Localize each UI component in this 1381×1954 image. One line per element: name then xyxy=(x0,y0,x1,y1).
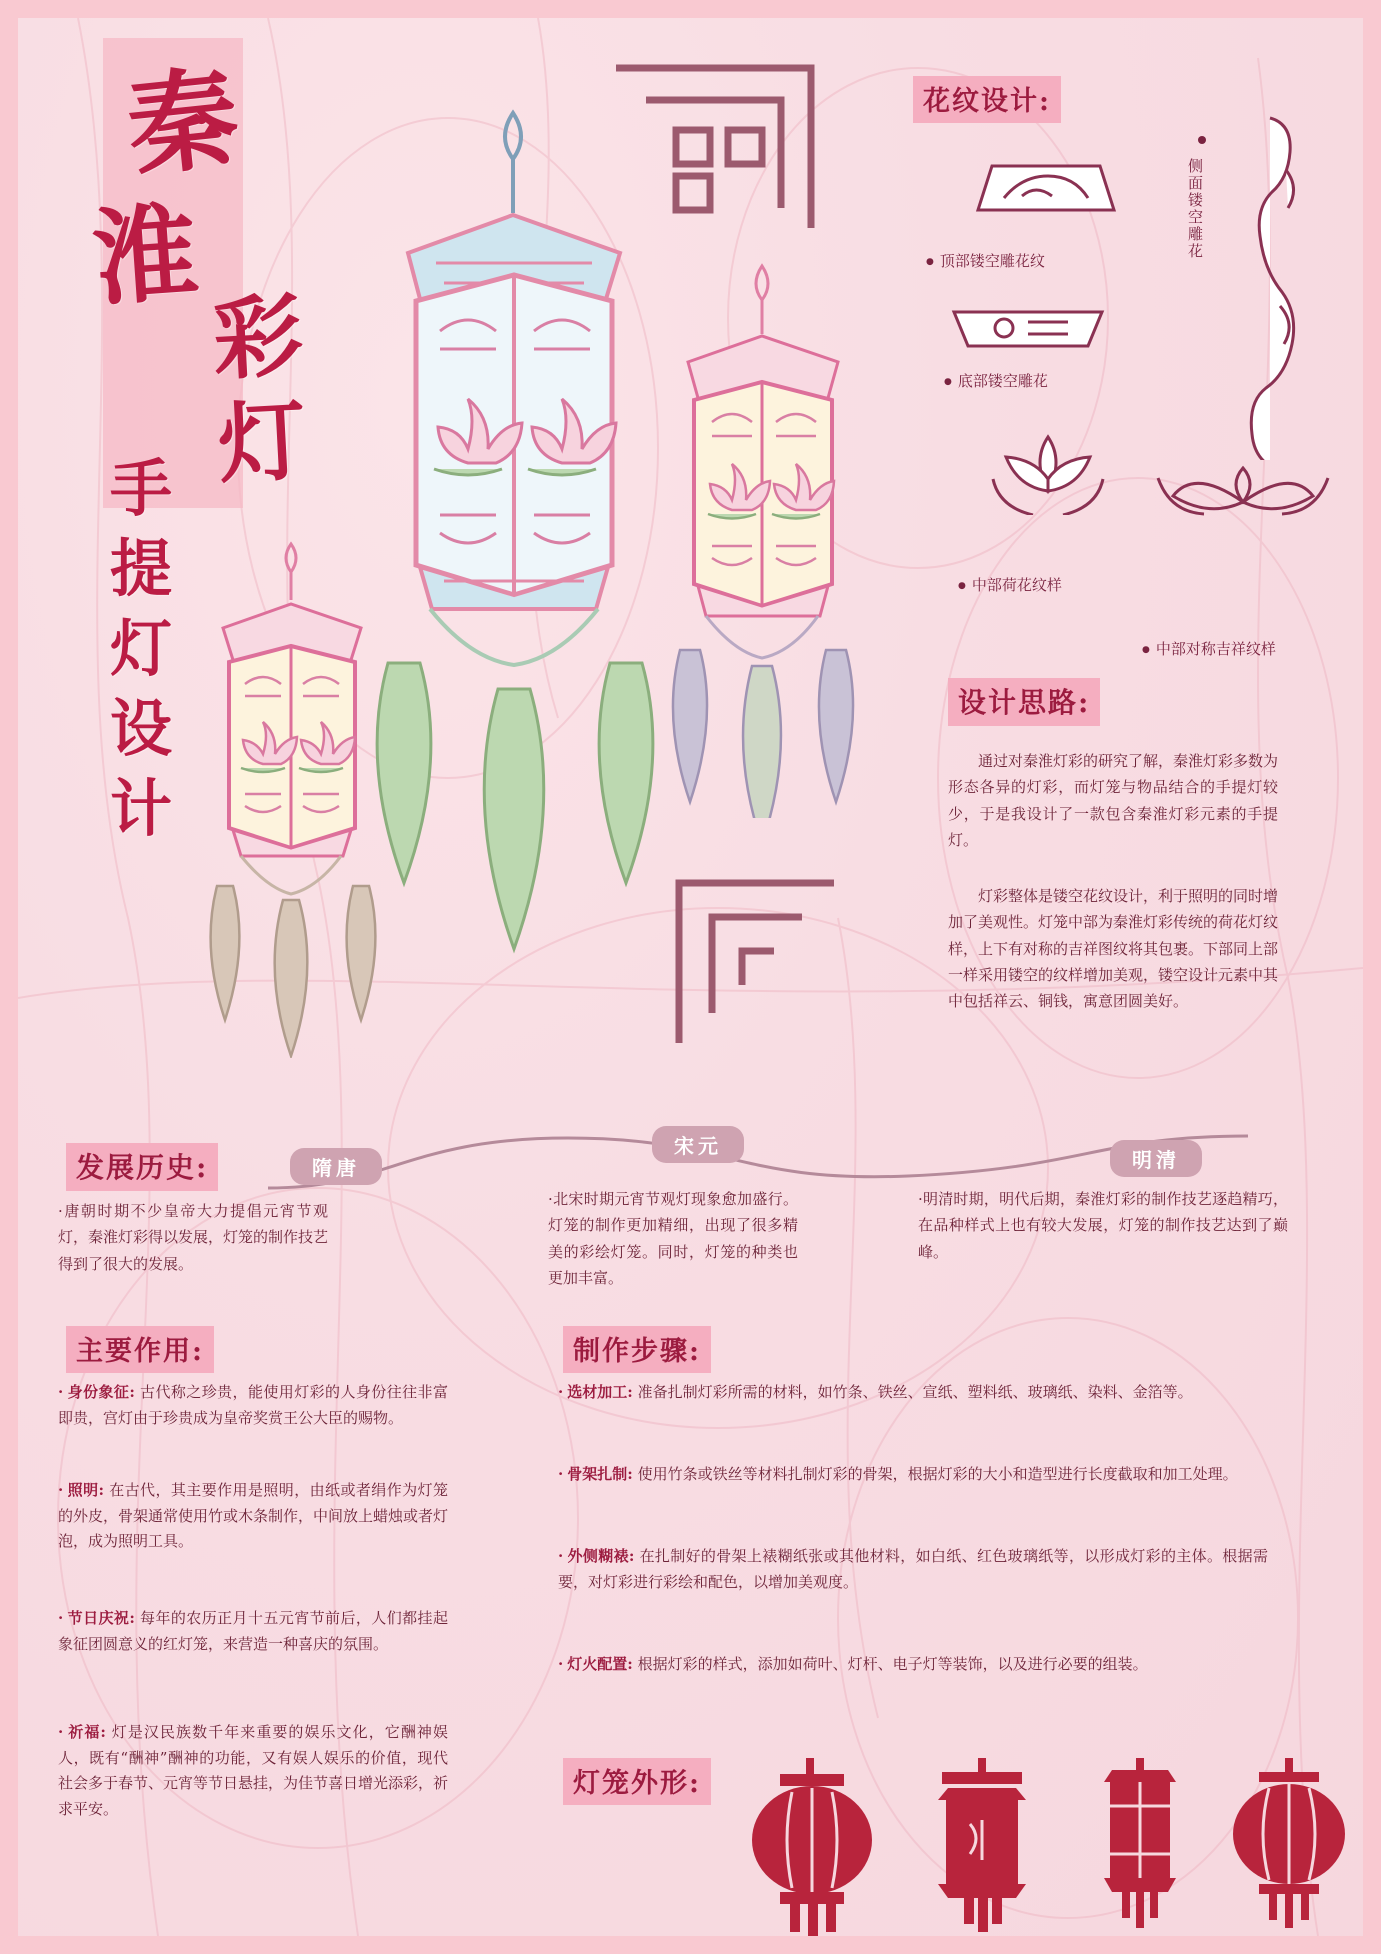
second-lantern-illustration xyxy=(654,258,874,818)
tall-hexagonal-lantern-silhouette xyxy=(1068,1758,1218,1936)
step-text: 使用竹条或铁丝等材料扎制灯彩的骨架，根据灯彩的大小和造型进行长度截取和加工处理。 xyxy=(637,1465,1238,1483)
history-heading: 发展历史: xyxy=(66,1143,218,1191)
pattern-label-lotus: ● 中部荷花纹样 xyxy=(958,574,1062,595)
ribbed-round-lantern-silhouette xyxy=(740,1758,890,1936)
step-item-pasting xyxy=(558,1544,1268,1595)
pattern-label-symmetric: ● 中部对称吉祥纹样 xyxy=(1142,638,1276,659)
pattern-label-top: ● 顶部镂空雕花纹 xyxy=(926,250,1045,271)
design-idea-paragraph-2: 灯彩整体是镂空花纹设计，利于照明的同时增加了美观性。灯笼中部为秦淮灯彩传统的荷花灯纹样，上下有对称的吉祥图纹将其包裹。下部同上部一样采用镂空的纹样增加美观，镂空设计元素中其中包括祥云、铜钱，寓意团圆美好。 xyxy=(948,887,1279,1010)
main-lantern-illustration xyxy=(348,103,678,993)
function-key: 祈福: xyxy=(67,1723,106,1741)
function-key: 节日庆祝: xyxy=(67,1609,135,1627)
main-functions-heading: 主要作用: xyxy=(66,1326,214,1373)
function-key: 身份象征: xyxy=(67,1383,135,1401)
era-pill-songyuan: 宋元 xyxy=(652,1126,744,1163)
side-carved-pattern-icon xyxy=(1240,110,1320,460)
function-item-festival xyxy=(58,1606,448,1657)
function-key: 照明: xyxy=(67,1481,105,1499)
history-text-songyuan: ·北宋时期元宵节观灯现象愈加盛行。灯笼的制作更加精细，出现了很多精美的彩绘灯笼。同时，灯笼的种类也更加丰富。 xyxy=(548,1190,798,1287)
pattern-label-side: 侧面镂空雕花 xyxy=(1186,158,1204,260)
poster-canvas: 秦 淮 彩 灯 手 提 灯 设 计 花纹设计: ● 顶部镂空雕花纹 ● 底部镂空雕花 ● 中部荷花纹样 ● 中部对称吉祥纹样 侧面镂空雕花 设计思路: 通过对秦淮灯彩的研究了解，秦淮灯彩多数为形态各异的灯彩，而灯笼与物品结合的手提灯较少，于是我设计了一款包含秦淮灯彩元素的手提灯。 灯彩整体是镂空花纹设计，利于照明的同时增加了美观性。灯笼中部为秦淮灯彩传统的荷花灯纹样，上下有对称的吉祥图纹将其包裹。下部同上部一样采用镂空的纹样增加美观，镂空设计元素中其中包括祥云、铜钱，寓意团圆美好。 发展历史: 隋唐 宋元 明清 ·唐朝时期不少皇帝大力提倡元宵节观灯，秦淮灯彩得以发展，灯笼的制作技艺得到了很大的发展。 ·北宋时期元宵节观灯现象愈加盛行。灯笼的制作更加精细，出现了很多精美的彩绘灯笼。同时，灯笼的种类也更加丰富。 ·明清时期，明代后期，秦淮灯彩的制作技艺逐趋精巧，在品种样式上也有较大发展，灯笼的制作技艺达到了巅峰。 主要作用: · 身份象征: 古代称之珍贵，能使用灯彩的人身份往往非富即贵，宫灯由于珍贵成为皇帝奖赏王公大臣的赐物。 · 照明: 在古代，其主要作用是照明，由纸或者绢作为灯笼的外皮，骨架通常使用竹或木条制作，中间放上蜡烛或者灯泡，成为照明工具。 · 节日庆祝: 每年的农历正月十五元宵节前后，人们都挂起象征团圆意义的红灯笼，来营造一种喜庆的氛围。 · 祈福: 灯是汉民族数千年来重要的娱乐文化，它酬神娱人，既有“酬神”酬神的功能，又有娱人娱乐的价值，现代社会多于春节、元宵等节日悬挂，为佳节喜日增光添彩，祈求平安。 制作步骤: · 选材加工: 准备扎制灯彩所需的材料，如竹条、铁丝、宣纸、塑料纸、玻璃纸、染料、金箔等。 · 骨架扎制: 使用竹条或铁丝等材料扎制灯彩的骨架，根据灯彩的大小和造型进行长度截取和加工处理。 · 外侧糊裱: 在扎制好的骨架上裱糊纸张或其他材料，如白纸、红色玻璃纸等，以形成灯彩的主体。根据需要，对灯彩进行彩绘和配色，以增加美观度。 · 灯火配置: 根据灯彩的样式，添加如荷叶、灯杆、电子灯等装饰，以及进行必要的组装。 灯笼外形: xyxy=(18,18,1363,1936)
function-item-identity xyxy=(58,1380,448,1431)
small-lantern-illustration xyxy=(193,538,393,1058)
design-idea-paragraph-1: 通过对秦淮灯彩的研究了解，秦淮灯彩多数为形态各异的灯彩，而灯笼与物品结合的手提灯较少，于是我设计了一款包含秦淮灯彩元素的手提灯。 xyxy=(948,752,1279,849)
function-item-blessing xyxy=(58,1720,448,1822)
step-item-material xyxy=(558,1380,1268,1406)
function-text: 灯是汉民族数千年来重要的娱乐文化，它酬神娱人，既有“酬神”酬神的功能，又有娱人娱乐的价值，现代社会多于春节、元宵等节日悬挂，为佳节喜日增光添彩，祈求平安。 xyxy=(58,1723,449,1818)
melon-shaped-lantern-silhouette xyxy=(1223,1758,1363,1936)
top-carved-pattern-icon xyxy=(970,148,1120,228)
bottom-carved-pattern-icon xyxy=(948,296,1108,356)
step-key: 灯火配置: xyxy=(567,1655,633,1673)
design-idea-heading: 设计思路: xyxy=(948,678,1100,726)
history-text-mingqing: ·明清时期，明代后期，秦淮灯彩的制作技艺逐趋精巧，在品种样式上也有较大发展，灯笼的制作技艺达到了巅峰。 xyxy=(918,1190,1288,1261)
step-key: 选材加工: xyxy=(567,1383,633,1401)
era-pill-mingqing: 明清 xyxy=(1110,1140,1202,1177)
pattern-design-heading: 花纹设计: xyxy=(913,76,1061,123)
function-item-lighting xyxy=(58,1478,448,1555)
step-key: 外侧糊裱: xyxy=(567,1547,635,1565)
era-pill-suitang: 隋唐 xyxy=(290,1148,382,1185)
step-key: 骨架扎制: xyxy=(567,1465,633,1483)
symmetric-auspicious-pattern-icon xyxy=(1148,448,1338,528)
step-item-light xyxy=(558,1652,1268,1678)
step-text: 准备扎制灯彩所需的材料，如竹条、铁丝、宣纸、塑料纸、玻璃纸、染料、金箔等。 xyxy=(637,1383,1193,1401)
step-item-frame xyxy=(558,1462,1268,1488)
lotus-pattern-icon xyxy=(973,423,1123,515)
square-palace-lantern-silhouette xyxy=(908,1758,1058,1936)
function-text: 古代称之珍贵，能使用灯彩的人身份往往非富即贵，宫灯由于珍贵成为皇帝奖赏王公大臣的赐物。 xyxy=(58,1383,448,1427)
function-text: 每年的农历正月十五元宵节前后，人们都挂起象征团圆意义的红灯笼，来营造一种喜庆的氛围。 xyxy=(58,1609,448,1653)
function-text: 在古代，其主要作用是照明，由纸或者绢作为灯笼的外皮，骨架通常使用竹或木条制作，中间放上蜡烛或者灯泡，成为照明工具。 xyxy=(58,1481,449,1550)
steps-heading: 制作步骤: xyxy=(563,1326,711,1373)
bullet-dot-icon xyxy=(1198,136,1206,144)
step-text: 根据灯彩的样式，添加如荷叶、灯杆、电子灯等装饰，以及进行必要的组装。 xyxy=(637,1655,1148,1673)
lantern-shapes-heading: 灯笼外形: xyxy=(563,1758,711,1805)
history-text-suitang: ·唐朝时期不少皇帝大力提倡元宵节观灯，秦淮灯彩得以发展，灯笼的制作技艺得到了很大的发展。 xyxy=(58,1202,329,1273)
step-text: 在扎制好的骨架上裱糊纸张或其他材料，如白纸、红色玻璃纸等，以形成灯彩的主体。根据需要，对灯彩进行彩绘和配色，以增加美观度。 xyxy=(558,1547,1268,1591)
pattern-label-bottom: ● 底部镂空雕花 xyxy=(944,370,1048,391)
